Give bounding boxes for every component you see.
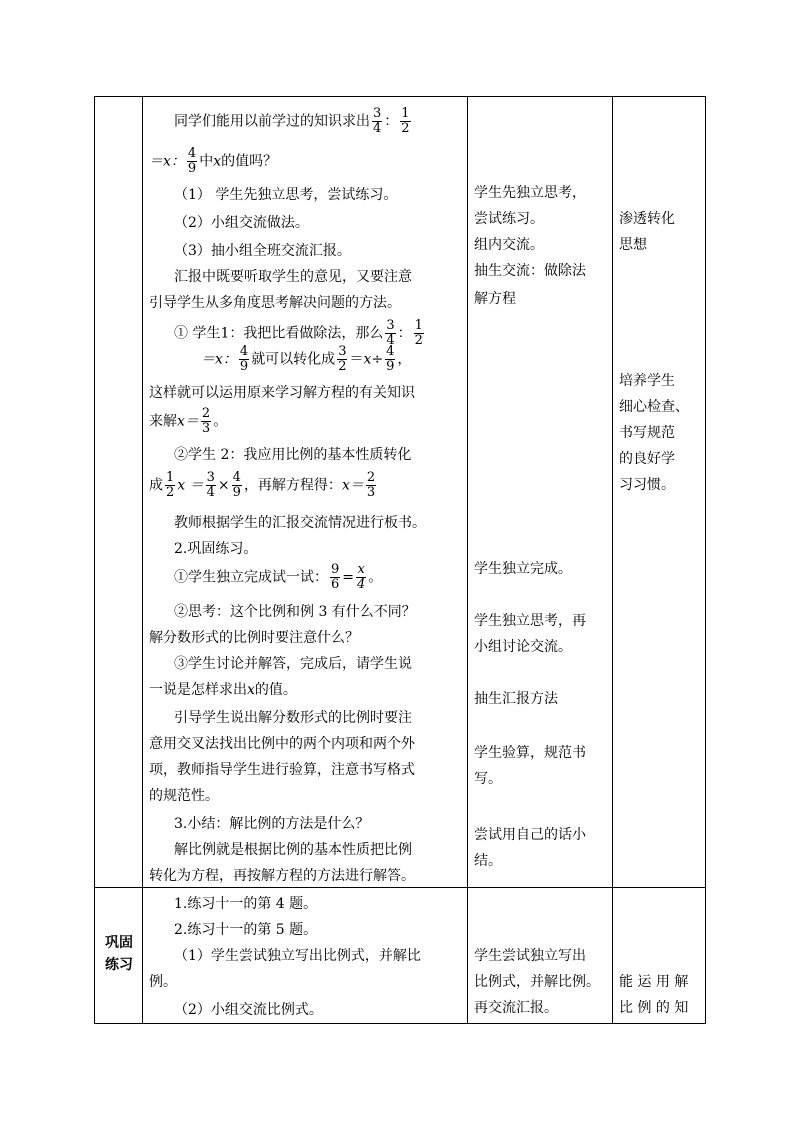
student-2-line-2: 成 $\frac{1}{2}$ x ＝ $\frac{3}{4}$ × $\frac{4}{9}$ ，再解方程得：x＝ $\frac{2}{3}$ (149, 470, 376, 500)
fraction-4-9: $\frac{4}{9}$ (187, 146, 197, 176)
student-2-line-1: ②学生 2：我应用比例的基本性质转化 (174, 447, 412, 463)
guide-line-1: 引导学生说出解分数形式的比例时要注 (174, 710, 412, 726)
step-4-line-2: 引导学生从多角度思考解决问题的方法。 (149, 295, 401, 311)
guide-line-4: 的规范性。 (149, 788, 219, 804)
practice-content-cell: 1.练习十一的第 4 题。 2.练习十一的第 5 题。 （1）学生尝试独立写出比例式，并解比 例。 （2）小组交流比例式。 (143, 888, 468, 1024)
discuss-line-2: 一说是怎样求出x的值。 (149, 682, 297, 698)
student-1-line-1: ① 学生1：我把比看做除法，那么 $\frac{3}{4}$ ： $\frac{1}{2}$ (174, 318, 423, 348)
summary-question: 3.小结：解比例的方法是什么？ (174, 816, 370, 832)
summary-answer-line-2: 转化为方程，再按解方程的方法进行解答。 (149, 868, 415, 884)
teaching-process-row (95, 97, 706, 888)
think-line-1: ②思考：这个比例和例 3 有什么不同？ (174, 604, 416, 620)
section-label-line-2: 练习 (105, 957, 133, 973)
think-line-2: 解分数形式的比例时要注意什么？ (149, 630, 359, 646)
fraction-2-3: $\frac{2}{3}$ (201, 406, 211, 436)
student-1-line-3: 这样就可以运用原来学习解方程的有关知识 (149, 385, 415, 401)
fraction-3-4: $\frac{3}{4}$ (373, 106, 382, 136)
teaching-content-cell (143, 97, 468, 888)
guide-line-3: 项，教师指导学生进行验算，注意书写格式 (149, 762, 415, 778)
student-1-line-2: ＝x： $\frac{4}{9}$ 就可以转化成 $\frac{3}{2}$ ＝x÷ $\frac{4}{9}$ ， (201, 344, 412, 374)
practice-activity-cell: 学生尝试独立写出 比例式，并解比例。 再交流汇报。 (468, 888, 613, 1024)
step-1: （1） 学生先独立思考，尝试练习。 (174, 187, 398, 203)
fraction-1-2: $\frac{1}{2}$ (401, 106, 410, 136)
fraction-9-6: $\frac{9}{6}$ (331, 562, 340, 592)
summary-answer-line-1: 解比例就是根据比例的基本性质把比例 (174, 842, 412, 858)
step-4-line-1: 汇报中既要听取学生的意见，又要注意 (174, 269, 412, 285)
student-activity-cell: 学生先独立思考， 尝试练习。 组内交流。 抽生交流：做除法 解方程 学生独立完成。 学生独立思考，再 小组讨论交流。 抽生汇报方法 学生验算，规范书 写。 尝试用自己的话小 结。 (468, 97, 613, 888)
discuss-line-1: ③学生讨论并解答，完成后，请学生说 (174, 656, 412, 672)
lesson-table (94, 96, 706, 1024)
step-2: （2）小组交流做法。 (174, 215, 309, 231)
section-label-line-1: 巩固 (105, 935, 133, 951)
student-1-line-4: 来解x＝ $\frac{2}{3}$ 。 (149, 406, 228, 436)
intro-line-2: ＝x： $\frac{4}{9}$ 中x的值吗？ (149, 146, 278, 176)
intro-line-1: 同学们能用以前学过的知识求出 $\frac{3}{4}$ ： $\frac{1}{2}$ (174, 106, 410, 136)
step-3: （3）抽小组全班交流汇报。 (174, 243, 351, 259)
fraction-3-2: $\frac{3}{2}$ (338, 344, 347, 374)
guide-line-2: 意用交叉法找出比例中的两个内项和两个外 (149, 736, 415, 752)
section-label-cell (95, 97, 143, 888)
practice-intent-cell: 能 运 用 解 比 例 的 知 (613, 888, 706, 1024)
consolidation-practice-row (95, 888, 706, 1024)
section-label-cell (95, 888, 143, 1024)
fraction-x-4: $\frac{x}{4}$ (357, 562, 366, 592)
board-writing-line: 教师根据学生的汇报交流情况进行板书。 (174, 515, 426, 531)
try-exercise-line: ①学生独立完成试一试： $\frac{9}{6}$ = $\frac{x}{4}$ 。 (174, 562, 383, 592)
consolidation-heading: 2.巩固练习。 (174, 541, 258, 557)
design-intent-cell: 渗透转化 思想 培养学生 细心检查、 书写规范 的良好学 习习惯。 (613, 97, 706, 888)
